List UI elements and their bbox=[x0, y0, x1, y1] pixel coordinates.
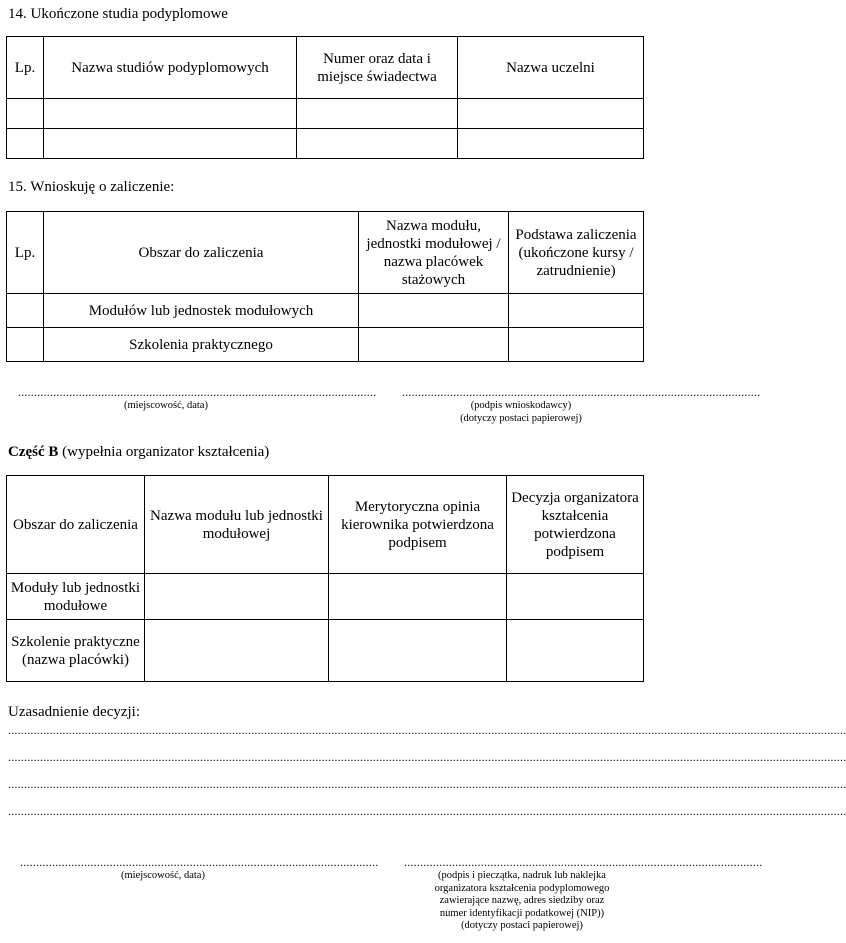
section-14-heading: 14. Ukończone studia podyplomowe bbox=[8, 6, 228, 22]
applicant-signature-caption bbox=[402, 400, 640, 425]
applicant-signature-label: (podpis wnioskodawcy) bbox=[470, 400, 572, 411]
col-header-area: Obszar do zaliczenia bbox=[7, 476, 145, 574]
organizer-signature-caption bbox=[394, 870, 650, 933]
table-cell[interactable] bbox=[297, 99, 458, 129]
organizer-signature-label: zawierające nazwę, adres siedziby oraz bbox=[439, 895, 605, 906]
table-cell[interactable] bbox=[297, 129, 458, 159]
place-date-caption bbox=[20, 870, 306, 883]
justification-line[interactable]: ...................................................................................................................................................................................................................................................................... bbox=[8, 804, 846, 818]
paper-form-note: (dotyczy postaci papierowej) bbox=[461, 920, 583, 931]
table-cell[interactable] bbox=[359, 294, 509, 328]
col-header-module-name: Nazwa modułu lub jednostki modułowej bbox=[145, 476, 329, 574]
table-row bbox=[7, 129, 644, 159]
col-header-university: Nazwa uczelni bbox=[458, 37, 644, 99]
table-row bbox=[7, 328, 644, 362]
table-row bbox=[7, 574, 644, 620]
table-cell[interactable] bbox=[7, 328, 44, 362]
table-cell[interactable] bbox=[7, 129, 44, 159]
organizer-decision-table bbox=[6, 475, 644, 682]
col-header-lp: Lp. bbox=[7, 37, 44, 99]
col-header-studies-name: Nazwa studiów podyplomowych bbox=[44, 37, 297, 99]
table-cell[interactable] bbox=[359, 328, 509, 362]
col-header-area: Obszar do zaliczenia bbox=[44, 212, 359, 294]
section-15-heading: 15. Wnioskuję o zaliczenie: bbox=[8, 179, 175, 195]
table-cell[interactable] bbox=[507, 574, 644, 620]
col-header-module-name: Nazwa modułu, jednostki modułowej / nazwa placówek stażowych bbox=[359, 212, 509, 294]
row-label-modules: Moduły lub jednostki modułowe bbox=[7, 574, 145, 620]
organizer-signature-label: (podpis i pieczątka, nadruk lub naklejka bbox=[438, 870, 606, 881]
table-cell[interactable] bbox=[329, 574, 507, 620]
table-row bbox=[7, 294, 644, 328]
row-label-modules: Modułów lub jednostek modułowych bbox=[44, 294, 359, 328]
part-b-heading bbox=[8, 443, 269, 461]
part-b-label: Część B bbox=[8, 444, 59, 460]
part-b-description: (wypełnia organizator kształcenia) bbox=[58, 444, 270, 460]
table-cell[interactable] bbox=[44, 99, 297, 129]
organizer-signature-label: organizatora kształcenia podyplomowego bbox=[434, 882, 610, 894]
place-date-label: (miejscowość, data) bbox=[121, 870, 205, 881]
table-cell[interactable] bbox=[509, 328, 644, 362]
table-cell[interactable] bbox=[145, 574, 329, 620]
place-date-line[interactable]: ................................................................................................................ bbox=[20, 855, 379, 869]
table-cell[interactable] bbox=[145, 620, 329, 682]
table-cell[interactable] bbox=[329, 620, 507, 682]
organizer-signature-label: numer identyfikacji podatkowej (NIP)) bbox=[439, 907, 605, 919]
col-header-lp: Lp. bbox=[7, 212, 44, 294]
col-header-certificate: Numer oraz data i miejsce świadectwa bbox=[297, 37, 458, 99]
row-label-practical: Szkolenia praktycznego bbox=[44, 328, 359, 362]
table-cell[interactable] bbox=[7, 99, 44, 129]
organizer-signature-line[interactable]: ................................................................................................................ bbox=[404, 855, 763, 869]
table-cell[interactable] bbox=[507, 620, 644, 682]
place-date-caption bbox=[18, 400, 314, 413]
justification-line[interactable]: ...................................................................................................................................................................................................................................................................... bbox=[8, 777, 846, 791]
table-cell[interactable] bbox=[44, 129, 297, 159]
table-row bbox=[7, 620, 644, 682]
justification-label: Uzasadnienie decyzji: bbox=[8, 704, 141, 720]
col-header-manager-opinion: Merytoryczna opinia kierownika potwierdzona podpisem bbox=[329, 476, 507, 574]
row-label-practical: Szkolenie praktyczne (nazwa placówki) bbox=[7, 620, 145, 682]
col-header-organizer-decision: Decyzja organizatora kształcenia potwierdzona podpisem bbox=[507, 476, 644, 574]
table-cell[interactable] bbox=[458, 99, 644, 129]
table-cell[interactable] bbox=[458, 129, 644, 159]
table-row bbox=[7, 99, 644, 129]
col-header-basis: Podstawa zaliczenia (ukończone kursy / zatrudnienie) bbox=[509, 212, 644, 294]
credit-request-table bbox=[6, 211, 644, 362]
table-cell[interactable] bbox=[7, 294, 44, 328]
table-cell[interactable] bbox=[509, 294, 644, 328]
place-date-label: (miejscowość, data) bbox=[124, 400, 208, 411]
place-date-line[interactable]: ................................................................................................................ bbox=[18, 385, 377, 399]
paper-form-note: (dotyczy postaci papierowej) bbox=[460, 412, 582, 424]
postgraduate-studies-table bbox=[6, 36, 644, 159]
justification-line[interactable]: ...................................................................................................................................................................................................................................................................... bbox=[8, 723, 846, 737]
justification-line[interactable]: ...................................................................................................................................................................................................................................................................... bbox=[8, 750, 846, 764]
applicant-signature-line[interactable]: ................................................................................................................ bbox=[402, 385, 761, 399]
